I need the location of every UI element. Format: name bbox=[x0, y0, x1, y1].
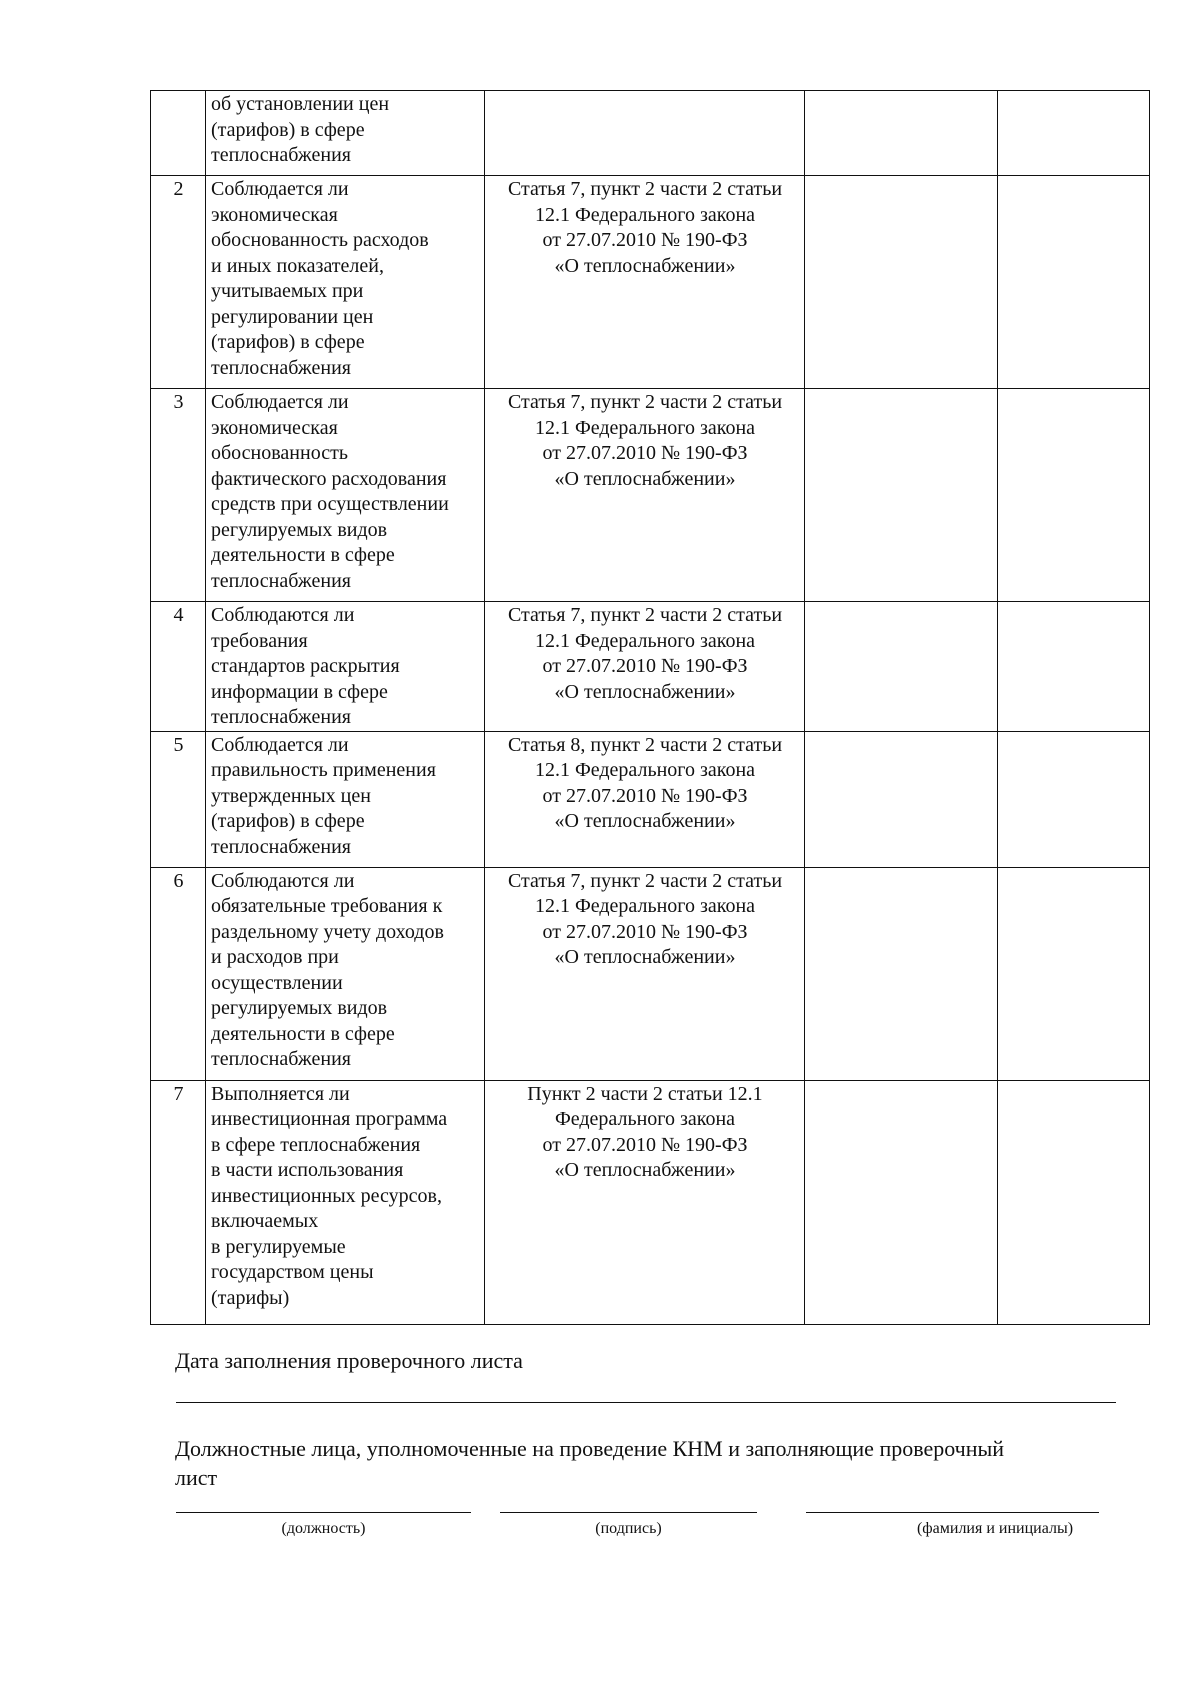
note-cell bbox=[998, 389, 1150, 602]
table-row bbox=[151, 1080, 1150, 1324]
note-cell bbox=[998, 867, 1150, 1080]
answer-cell bbox=[805, 176, 998, 389]
row-number: 2 bbox=[151, 176, 206, 389]
answer-cell bbox=[805, 91, 998, 176]
requirement-text: об установлении цен (тарифов) в сфере теплоснабжения bbox=[206, 91, 485, 176]
requirement-text: Соблюдаются ли обязательные требования к раздельному учету доходов и расходов при осуществлении регулируемых видов деятельности в сфере теплоснабжения bbox=[206, 867, 485, 1080]
note-cell bbox=[998, 1080, 1150, 1324]
checklist-table bbox=[150, 90, 1150, 1325]
legal-reference: Статья 7, пункт 2 части 2 статьи 12.1 Федерального закона от 27.07.2010 № 190-ФЗ «О теплоснабжении» bbox=[485, 389, 805, 602]
table-row bbox=[151, 731, 1150, 867]
answer-cell bbox=[805, 389, 998, 602]
signature-line[interactable] bbox=[500, 1512, 757, 1513]
name-caption: (фамилия и инициалы) bbox=[916, 1520, 1074, 1537]
note-cell bbox=[998, 731, 1150, 867]
note-cell bbox=[998, 602, 1150, 732]
position-line[interactable] bbox=[176, 1512, 471, 1513]
answer-cell bbox=[805, 602, 998, 732]
note-cell bbox=[998, 176, 1150, 389]
legal-reference: Пункт 2 части 2 статьи 12.1 Федерального закона от 27.07.2010 № 190-ФЗ «О теплоснабжении» bbox=[485, 1080, 805, 1324]
note-cell bbox=[998, 91, 1150, 176]
legal-reference: Статья 7, пункт 2 части 2 статьи 12.1 Федерального закона от 27.07.2010 № 190-ФЗ «О теплоснабжении» bbox=[485, 867, 805, 1080]
requirement-text: Выполняется ли инвестиционная программа в сфере теплоснабжения в части использования инвестиционных ресурсов, включаемых в регулируемые государством цены (тарифы) bbox=[206, 1080, 485, 1324]
fill-date-line[interactable] bbox=[176, 1402, 1116, 1403]
officials-label-line2: лист bbox=[175, 1465, 218, 1490]
row-number: 5 bbox=[151, 731, 206, 867]
row-number: 4 bbox=[151, 602, 206, 732]
fill-date-label: Дата заполнения проверочного листа bbox=[175, 1348, 523, 1373]
table-row bbox=[151, 176, 1150, 389]
legal-reference: Статья 8, пункт 2 части 2 статьи 12.1 Федерального закона от 27.07.2010 № 190-ФЗ «О теплоснабжении» bbox=[485, 731, 805, 867]
position-caption: (должность) bbox=[281, 1520, 366, 1537]
legal-reference: Статья 7, пункт 2 части 2 статьи 12.1 Федерального закона от 27.07.2010 № 190-ФЗ «О теплоснабжении» bbox=[485, 602, 805, 732]
name-line[interactable] bbox=[806, 1512, 1099, 1513]
table-row bbox=[151, 867, 1150, 1080]
table-row bbox=[151, 602, 1150, 732]
table-row bbox=[151, 91, 1150, 176]
answer-cell bbox=[805, 731, 998, 867]
row-number: 6 bbox=[151, 867, 206, 1080]
requirement-text: Соблюдаются ли требования стандартов раскрытия информации в сфере теплоснабжения bbox=[206, 602, 485, 732]
row-number: 7 bbox=[151, 1080, 206, 1324]
answer-cell bbox=[805, 1080, 998, 1324]
officials-label-line1: Должностные лица, уполномоченные на проведение КНМ и заполняющие проверочный bbox=[175, 1436, 1005, 1461]
legal-reference bbox=[485, 91, 805, 176]
legal-reference: Статья 7, пункт 2 части 2 статьи 12.1 Федерального закона от 27.07.2010 № 190-ФЗ «О теплоснабжении» bbox=[485, 176, 805, 389]
requirement-text: Соблюдается ли экономическая обоснованность фактического расходования средств при осуществлении регулируемых видов деятельности в сфере теплоснабжения bbox=[206, 389, 485, 602]
row-number bbox=[151, 91, 206, 176]
row-number: 3 bbox=[151, 389, 206, 602]
answer-cell bbox=[805, 867, 998, 1080]
requirement-text: Соблюдается ли экономическая обоснованность расходов и иных показателей, учитываемых при регулировании цен (тарифов) в сфере теплоснабжения bbox=[206, 176, 485, 389]
table-row bbox=[151, 389, 1150, 602]
requirement-text: Соблюдается ли правильность применения утвержденных цен (тарифов) в сфере теплоснабжения bbox=[206, 731, 485, 867]
signature-caption: (подпись) bbox=[595, 1520, 662, 1537]
